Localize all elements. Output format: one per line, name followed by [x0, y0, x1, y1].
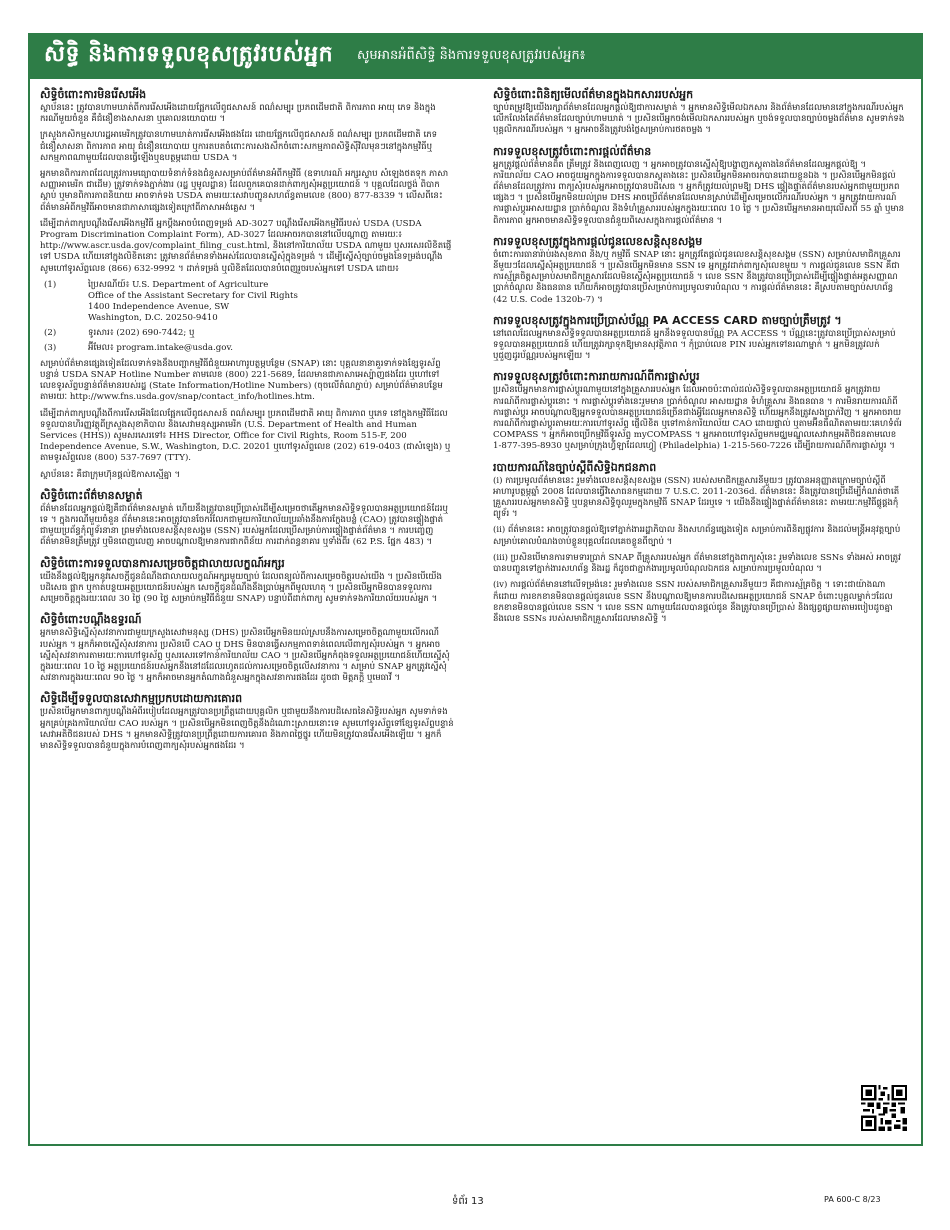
paragraph: អ្នកមានសិទ្ធិស្នើសុំសវនាការជាមួយក្រសួងសេវាមនុស្ស (DHS) ប្រសិនបើអ្នកមិនយល់ស្របនឹងការសម្រេចចិត្តណាមួយលើករណីរបស់អ្នក ។ អ្នកក៏អាចស្នើសុំសវនាការ ប្រសិនបើ CAO ឬ DHS មិនបានធ្វើសកម្មភាពទាន់ពេលលើពាក្យសុំរបស់អ្នក ។ អ្នកអាចស្នើសុំសវនាការតាមរយៈការហៅទូរស័ព្ទ ឬសរសេរទៅកាន់ការិយាល័យ CAO ។ ប្រសិនបើអ្នកកំពុងទទួលអត្ថប្រយោជន៍ហើយស្នើសុំក្នុងរយៈពេល 10 ថ្ងៃ អត្ថប្រយោជន៍របស់អ្នកនឹងនៅដដែលរហូតដល់ការសម្រេចចិត្តលើសវនាការ ។ សម្រាប់ SNAP អ្នកត្រូវស្នើសុំសវនាការក្នុងរយៈពេល 90 ថ្ងៃ ។ អ្នកក៏អាចមានអ្នកតំណាងជំនួសអ្នកក្នុងសវនាការផងដែរ ដូចជា មិត្តភក្តិ ឬមេធាវី ។ — [40, 628, 450, 684]
address-text: ប្រៃសណីយ៍៖ U.S. Department of Agriculture Office of the Assistant Secretary for Civil Rights 1400 Independence Avenue, SW Washington, D.C. 20250-9410 — [88, 279, 298, 323]
section-heading: សិទ្ធិចំពោះការទទួលបានការសម្រេចចិត្តជាលាយលក្ខណ៍អក្សរ — [40, 556, 285, 570]
section-privacy-act — [493, 461, 907, 625]
address-number: (3) — [44, 342, 57, 353]
left-column — [40, 88, 454, 760]
paragraph: ក្រសួងកសិកម្មសហរដ្ឋអាមេរិកត្រូវបានហាមឃាត់ការរើសអើងផងដែរ ដោយផ្អែកលើពូជសាសន៍ ពណ៌សម្បុរ ប្រភពដើមជាតិ ភេទ ជំនឿសាសនា ពិការភាព អាយុ ជំនឿនយោបាយ ឬការតបតចំពោះការសងសឹកចំពោះសកម្មភាពសិទ្ធិស៊ីវិលមុនៗនៅក្នុងកម្មវិធីឬសកម្មភាពណាមួយដែលបានធ្វើឡើងឬឧបត្ថម្ភដោយ USDA ។ — [40, 130, 438, 163]
section-heading: របាយការណ៍នៃច្បាប់ស្តីពីសិទ្ធិឯកជនភាព — [493, 460, 657, 474]
paragraph: ស្ថាប័ននេះ ត្រូវបានហាមឃាត់ពីការរើសអើងដោយផ្អែកលើពូជសាសន៍ ពណ៌សម្បុរ ប្រភពដើមជាតិ ពិការភាព អាយុ ភេទ និងក្នុងករណីមួយចំនួន គឺជំនឿខាងសាសនា ឬគោលនយោបាយ ។ — [40, 103, 436, 125]
paragraph: ដើម្បីដាក់ពាក្យបណ្តឹងរើសអើងកម្មវិធី អ្នកប្តឹងអាចបំពេញទម្រង់ AD-3027 បណ្តឹងរើសអើងកម្មវិធីរបស់ USDA (USDA Program Discrimination Complaint Form), AD-3027 ដែលអាចរកបាននៅលើបណ្តាញ តាមរយៈ៖ http://www.ascr.usda.gov/complaint_filing_cust.html, និងនៅការិយាល័យ USDA ណាមួយ ឬសរសេរលិខិតផ្ញើទៅ USDA ហើយនៅក្នុងលិខិតនោះ ត្រូវមានព័ត៌មានទាំងអស់ដែលបានស្នើសុំក្នុងទម្រង់ ។ ដើម្បីស្នើសុំច្បាប់ចម្លងនៃទម្រង់បណ្តឹង សូមហៅទូរស័ព្ទលេខ (866) 632-9992 ។ ដាក់ទម្រង់ ឬលិខិតដែលបានបំពេញរួចរបស់អ្នកទៅ USDA ដោយ៖ — [40, 218, 452, 274]
section-report-changes — [493, 370, 907, 452]
page-subtitle: សូមអានអំពីសិទ្ធិ និងការទទួលខុសត្រូវរបស់អ្នក៖ — [357, 47, 586, 63]
section-heading: ការទទួលខុសត្រូវចំពោះការផ្តល់ព័ត៌មាន — [493, 144, 652, 158]
paragraph: ច្បាប់តម្រូវឱ្យយើងរក្សាព័ត៌មានដែលអ្នកផ្តល់ឱ្យជាការសម្ងាត់ ។ អ្នកមានសិទ្ធិមើលឯកសារ និងព័ត៌មានដែលមាននៅក្នុងករណីរបស់អ្នក លើកលែងតែព័ត៌មានដែលច្បាប់ហាមឃាត់ ។ ប្រសិនបើអ្នកចង់មើលឯកសាររបស់អ្នក ឬចង់ទទួលបានច្បាប់ចម្លងព័ត៌មាន សូមទាក់ទងបុគ្គលិកករណីរបស់អ្នក ។ អ្នកអាចនឹងត្រូវបង់ថ្លៃសម្រាប់ការថតចម្លង ។ — [493, 103, 905, 136]
address-number: (1) — [44, 279, 57, 290]
section-heading: សិទ្ធិចំពោះបណ្តឹងឧទ្ធរណ៍ — [40, 613, 142, 627]
section-nondiscrimination — [40, 88, 454, 481]
paragraph: ដើម្បីដាក់ពាក្យបណ្តឹងពីការរើសអើងដែលផ្អែកលើពូជសាសន៍ ពណ៌សម្បុរ ប្រភពដើមជាតិ អាយុ ពិការភាព ឬភេទ នៅក្នុងកម្មវិធីដែលទទួលបានហិរញ្ញវត្ថុពីក្រសួងសុខាភិបាល និងសេវាមនុស្សអាមេរិក (U.S. Department of Health and Human Services (HHS)) សូមសរសេរទៅ៖ HHS Director, Office for Civil Rights, Room 515-F, 200 Independence Avenue, S.W., Washington, D.C. 20201 ឬហៅទូរស័ព្ទលេខ (202) 619-0403 (ជាសំឡេង) ឬតាមទូរស័ព្ទលេខ (800) 537-7697 (TTY). — [40, 408, 451, 464]
qr-code-icon — [861, 1085, 907, 1131]
section-ssn — [493, 235, 907, 306]
paragraph: ព័ត៌មានដែលអ្នកផ្តល់ឱ្យគឺជាព័ត៌មានសម្ងាត់ ហើយនឹងត្រូវបានប្រើប្រាស់ដើម្បីសម្រេចថាតើអ្នកមានសិទ្ធិទទួលបានអត្ថប្រយោជន៍ដែរឬទេ ។ ក្នុងករណីមួយចំនួន ព័ត៌មាននេះអាចត្រូវបានចែករំលែកជាមួយការិយាល័យប្រឆាំងនឹងការក្លែងបន្លំ (CAO) ត្រូវបានផ្ទៀងផ្ទាត់ជាមួយប្រព័ន្ធកុំព្យូទ័រនានា ព្រមទាំងលេខសន្តិសុខសង្គម (SSN) របស់អ្នកដែលប្រើសម្រាប់ការផ្ទៀងផ្ទាត់ព័ត៌មាន ។ ការបញ្ចេញព័ត៌មានមិនត្រឹមត្រូវ ឬមិនពេញលេញ អាចបណ្តាលឱ្យមានការផាកពិន័យ ការដាក់ពន្ធនាគារ ឬទាំងពីរ (62 P.S. ផ្នែក 483) ។ — [40, 503, 448, 548]
form-code: PA 600-C 8/23 — [824, 1195, 881, 1204]
page-number: ទំព័រ 13 — [452, 1196, 484, 1207]
section-provide-information — [493, 145, 907, 227]
paragraph: (i) ការប្រមូលព័ត៌មាននេះ រួមទាំងលេខសន្តិសុខសង្គម (SSN) របស់សមាជិកគ្រួសារនីមួយៗ ត្រូវបានអនុញ្ញាតក្រោមច្បាប់ស្តីពីអាហារូបត្ថម្ភឆ្នាំ 2008 ដែលបានធ្វើវិសោធនកម្មដោយ 7 U.S.C. 2011-2036d. ព័ត៌មាននេះ នឹងត្រូវបានប្រើដើម្បីកំណត់ថាតើគ្រួសាររបស់អ្នកមានសិទ្ធិ ឬបន្តមានសិទ្ធិចូលរួមក្នុងកម្មវិធី SNAP ដែរឬទេ ។ យើងនឹងផ្ទៀងផ្ទាត់ព័ត៌មាននេះ តាមរយៈកម្មវិធីផ្គូផ្គងកុំព្យូទ័រ ។ — [493, 475, 900, 520]
address-number: (2) — [44, 327, 57, 338]
section-respectful-service — [40, 692, 454, 752]
section-confidentiality — [40, 489, 454, 549]
address-list — [40, 280, 454, 354]
address-item — [40, 328, 454, 339]
right-column — [493, 88, 907, 633]
paragraph: ប្រសិនបើអ្នកមានការផ្លាស់ប្តូរណាមួយនៅក្នុងគ្រួសាររបស់អ្នក ដែលអាចប៉ះពាល់ដល់សិទ្ធិទទួលបានអត្ថប្រយោជន៍ អ្នកត្រូវរាយការណ៍ពីការផ្លាស់ប្តូរនោះ ។ ការផ្លាស់ប្តូរទាំងនេះរួមមាន ប្រាក់ចំណូល អាសយដ្ឋាន ទំហំគ្រួសារ និងធនធាន ។ ការមិនរាយការណ៍ពីការផ្លាស់ប្តូរ អាចបណ្តាលឱ្យអ្នកទទួលបានអត្ថប្រយោជន៍ច្រើនជាងអ្វីដែលអ្នកមានសិទ្ធិ ហើយអ្នកនឹងត្រូវសងប្រាក់វិញ ។ អ្នកអាចរាយការណ៍ពីការផ្លាស់ប្តូរតាមរយៈការហៅទូរស័ព្ទ ផ្ញើលិខិត ឬទៅកាន់ការិយាល័យ CAO ដោយផ្ទាល់ ឬតាមអ៊ីនធឺណិតតាមរយៈគេហទំព័រ COMPASS ។ អ្នកក៏អាចប្រើកម្មវិធីទូរស័ព្ទ myCOMPASS ។ អ្នកអាចហៅទូរស័ព្ទមកមជ្ឈមណ្ឌលសេវាកម្មអតិថិជនតាមលេខ 1-877-395-8930 ឬសម្រាប់ក្រុងហ្វីឡាដែលហ្វៀ (Philadelphia) 1-215-560-7226 ដើម្បីរាយការណ៍ពីការផ្លាស់ប្តូរ ។ — [493, 385, 902, 452]
address-item — [40, 343, 454, 354]
section-appeal — [40, 613, 454, 684]
paragraph: (ii) ព័ត៌មាននេះ អាចត្រូវបានផ្តល់ឱ្យទៅភ្នាក់ងាររដ្ឋាភិបាល និងសហព័ន្ធផ្សេងទៀត សម្រាប់ការពិនិត្យផ្លូវការ និងដល់មន្ត្រីអនុវត្តច្បាប់ សម្រាប់គោលបំណងចាប់ខ្លួនបុគ្គលដែលគេចខ្លួនពីច្បាប់ ។ — [493, 525, 901, 547]
address-item — [40, 280, 454, 324]
paragraph: អ្នកមានពិការភាពដែលត្រូវការមធ្យោបាយទំនាក់ទំនងជំនួសសម្រាប់ព័ត៌មានអំពីកម្មវិធី (ឧទាហរណ៍ អក្សរស្ទាប សំឡេងថតទុក ភាសាសញ្ញាអាមេរិក ជាដើម) ត្រូវទាក់ទងភ្នាក់ងារ (រដ្ឋ ឬមូលដ្ឋាន) ដែលពួកគេបានដាក់ពាក្យសុំអត្ថប្រយោជន៍ ។ បុគ្គលដែលថ្លង់ ពិបាកស្តាប់ ឬមានពិការភាពនិយាយ អាចទាក់ទង USDA តាមរយៈសេវាបញ្ជូនសហព័ន្ធតាមលេខ (800) 877-8339 ។ លើសពីនេះ ព័ត៌មានអំពីកម្មវិធីអាចមានជាភាសាផ្សេងទៀតក្រៅពីភាសាអង់គ្លេស ។ — [40, 169, 449, 213]
address-text: អ៊ីមែល៖ program.intake@usda.gov. — [88, 342, 234, 353]
section-heading: ការទទួលខុសត្រូវក្នុងការប្រើប្រាស់ប័ណ្ណ PA ACCESS CARD តាមច្បាប់ត្រឹមត្រូវ ។ — [493, 313, 842, 327]
paragraph: អ្នកត្រូវផ្តល់ព័ត៌មានពិត ត្រឹមត្រូវ និងពេញលេញ ។ អ្នកអាចត្រូវបានស្នើសុំឱ្យបង្ហាញភស្តុតាងនៃព័ត៌មានដែលអ្នកផ្តល់ឱ្យ ។ ការិយាល័យ CAO អាចជួយអ្នកក្នុងការទទួលបានភស្តុតាងនេះ ប្រសិនបើអ្នកមិនអាចរកបានដោយខ្លួនឯង ។ ប្រសិនបើអ្នកមិនផ្តល់ព័ត៌មានដែលត្រូវការ ពាក្យសុំរបស់អ្នកអាចត្រូវបានបដិសេធ ។ អ្នកក៏ត្រូវយល់ព្រមឱ្យ DHS ផ្ទៀងផ្ទាត់ព័ត៌មានរបស់អ្នកជាមួយប្រភពផ្សេងៗ ។ ប្រសិនបើអ្នកមិនយល់ព្រម DHS អាចប្រើព័ត៌មានដែលមានស្រាប់ដើម្បីសម្រេចលើករណីរបស់អ្នក ។ អ្នកត្រូវរាយការណ៍ការផ្លាស់ប្តូរអាសយដ្ឋាន ប្រាក់ចំណូល និងទំហំគ្រួសាររបស់អ្នកក្នុងរយៈពេល 10 ថ្ងៃ ។ ប្រសិនបើអ្នកមានអាយុលើសពី 55 ឆ្នាំ ឬមានពិការភាព អ្នកអាចមានសិទ្ធិទទួលបានជំនួយពិសេសក្នុងការផ្តល់ព័ត៌មាន ។ — [493, 159, 905, 226]
address-text: ទូរសារ៖ (202) 690-7442; ឬ — [88, 327, 195, 338]
section-review-file — [493, 88, 907, 137]
section-heading: សិទ្ធិចំពោះពិនិត្យមើលព័ត៌មានក្នុងឯកសាររបស់អ្នក — [493, 88, 694, 101]
paragraph: ប្រសិនបើអ្នកមានពាក្យបណ្តឹងអំពីរបៀបដែលអ្នកត្រូវបានប្រព្រឹត្តដោយបុគ្គលិក ឬជាមួយនឹងការបដិសេធនៃសិទ្ធិរបស់អ្នក សូមទាក់ទងអ្នកគ្រប់គ្រងការិយាល័យ CAO របស់អ្នក ។ ប្រសិនបើអ្នកមិនពេញចិត្តនឹងដំណោះស្រាយនោះទេ សូមហៅទូរស័ព្ទទៅខ្សែទូរស័ព្ទបន្ទាន់សេវាអតិថិជនរបស់ DHS ។ អ្នកមានសិទ្ធិត្រូវបានប្រព្រឹត្តដោយការគោរព និងភាពថ្លៃថ្នូរ ហើយមិនត្រូវបានរើសអើងឡើយ ។ អ្នកក៏មានសិទ្ធិទទួលបានជំនួយក្នុងការបំពេញពាក្យសុំរបស់អ្នកផងដែរ ។ — [40, 707, 454, 751]
paragraph: នៅពេលដែលអ្នកមានសិទ្ធិទទួលបានអត្ថប្រយោជន៍ អ្នកនឹងទទួលបានប័ណ្ណ PA ACCESS ។ ប័ណ្ណនេះត្រូវបានប្រើប្រាស់សម្រាប់ទទួលបានអត្ថប្រយោជន៍ ហើយត្រូវរក្សាទុកឱ្យមានសុវត្ថិភាព ។ កុំប្រាប់លេខ PIN របស់អ្នកទៅនរណាម្នាក់ ។ អ្នកមិនត្រូវលក់ ឬជួញដូរប័ណ្ណរបស់អ្នកឡើយ ។ — [493, 328, 896, 362]
paragraph: (iv) ការផ្តល់ព័ត៌មាននៅលើទម្រង់នេះ រួមទាំងលេខ SSN របស់សមាជិកគ្រួសារនីមួយៗ គឺជាការស្ម័គ្រចិត្ត ។ ទោះជាយ៉ាងណាក៏ដោយ ការខកខានមិនបានផ្តល់ជូនលេខ SSN នឹងបណ្តាលឱ្យមានការបដិសេធអត្ថប្រយោជន៍ SNAP ចំពោះបុគ្គលម្នាក់ៗដែលខកខានមិនបានផ្តល់លេខ SSN ។ លេខ SSN ណាមួយដែលបានផ្តល់ជូន នឹងត្រូវបានប្រើប្រាស់ និងផ្សព្វផ្សាយតាមរបៀបដូចគ្នានឹងលេខ SSNs របស់សមាជិកគ្រួសារដែលមានសិទ្ធិ ។ — [493, 580, 893, 624]
paragraph: ស្ថាប័ននេះ គឺជាក្រុមហ៊ុនផ្តល់ឱកាសស្មើគ្នា ។ — [40, 469, 181, 480]
section-heading: ការទទួលខុសត្រូវក្នុងការផ្តល់ជូនលេខសន្តិសុខសង្គម — [493, 234, 703, 248]
paragraph: យើងនឹងផ្តល់ឱ្យអ្នកនូវសេចក្តីជូនដំណឹងជាលាយលក្ខណ៍អក្សរមួយច្បាប់ ដែលពន្យល់ពីការសម្រេចចិត្តរបស់យើង ។ ប្រសិនបើយើងបដិសេធ ផ្អាក ឬកាត់បន្ថយអត្ថប្រយោជន៍របស់អ្នក សេចក្តីជូនដំណឹងនឹងប្រាប់អ្នកពីមូលហេតុ ។ ប្រសិនបើអ្នកមិនបានទទួលការសម្រេចចិត្តក្នុងរយៈពេល 30 ថ្ងៃ (90 ថ្ងៃ សម្រាប់កម្មវិធីជំនួយ SNAP) បន្ទាប់ពីដាក់ពាក្យ សូមទាក់ទងការិយាល័យរបស់អ្នក ។ — [40, 571, 442, 605]
section-heading: សិទ្ធិដើម្បីទទួលបានសេវាកម្មប្រកបដោយការគោរព — [40, 692, 243, 706]
page-header — [28, 33, 923, 79]
section-written-decision — [40, 557, 454, 606]
section-access-card — [493, 314, 907, 363]
section-heading: ការទទួលខុសត្រូវចំពោះការរាយការណ៍ពីការផ្លាស់ប្តូរ — [493, 370, 700, 384]
paragraph: ចំពោះការធានារ៉ាប់រងសុខភាព និង/ឬ កម្មវិធី SNAP នោះ អ្នកត្រូវតែផ្តល់ជូនលេខសន្តិសុខសង្គម (SSN) សម្រាប់សមាជិកគ្រួសារនីមួយៗដែលស្នើសុំអត្ថប្រយោជន៍ ។ ប្រសិនបើអ្នកមិនមាន SSN ទេ អ្នកត្រូវដាក់ពាក្យសុំលេខមួយ ។ ការផ្តល់ជូនលេខ SSN គឺជាការស្ម័គ្រចិត្តសម្រាប់សមាជិកគ្រួសារដែលមិនស្នើសុំអត្ថប្រយោជន៍ ។ លេខ SSN នឹងត្រូវបានប្រើប្រាស់ដើម្បីផ្ទៀងផ្ទាត់អត្តសញ្ញាណ ប្រាក់ចំណូល និងធនធាន ហើយក៏អាចត្រូវបានប្រើសម្រាប់ការប្រមូលទារបំណុល ។ ការផ្តល់ព័ត៌មាននេះ គឺស្របតាមច្បាប់សហព័ន្ធ (42 U.S. Code 1320b-7) ។ — [493, 249, 901, 305]
page-title: សិទ្ធិ និងការទទួលខុសត្រូវរបស់អ្នក — [44, 42, 334, 67]
paragraph: (iii) ប្រសិនបើមានការទាមទារប្រាក់ SNAP ពីគ្រួសាររបស់អ្នក ព័ត៌មាននៅក្នុងពាក្យសុំនេះ រួមទាំងលេខ SSNs ទាំងអស់ អាចត្រូវបានបញ្ជូនទៅភ្នាក់ងារសហព័ន្ធ និងរដ្ឋ ក៏ដូចជាភ្នាក់ងារប្រមូលបំណុលឯកជន សម្រាប់ការប្រមូលបំណុល ។ — [493, 552, 901, 575]
paragraph: សម្រាប់ព័ត៌មានផ្សេងទៀតដែលទាក់ទងនឹងបញ្ហាកម្មវិធីជំនួយអាហារូបត្ថម្ភបន្ថែម (SNAP) នោះ បុគ្គលនានាគួរទាក់ទងខ្សែទូរស័ព្ទបន្ទាន់ USDA SNAP Hotline Number តាមលេខ (800) 221-5689, ដែលមានជាភាសាអេស្ប៉ាញផងដែរ ឬហៅទៅលេខទូរស័ព្ទបន្ទាន់ព័ត៌មានរបស់រដ្ឋ (State Information/Hotline Numbers) (ចុចលើតំណភ្ជាប់) សម្រាប់ព័ត៌មានបន្ថែមតាមរយៈ http://www.fns.usda.gov/snap/contact_info/hotlines.htm. — [40, 358, 443, 403]
section-heading: សិទ្ធិចំពោះការមិនរើសអើង — [40, 88, 147, 101]
section-heading: សិទ្ធិចំពោះព័ត៌មានសម្ងាត់ — [40, 488, 143, 502]
